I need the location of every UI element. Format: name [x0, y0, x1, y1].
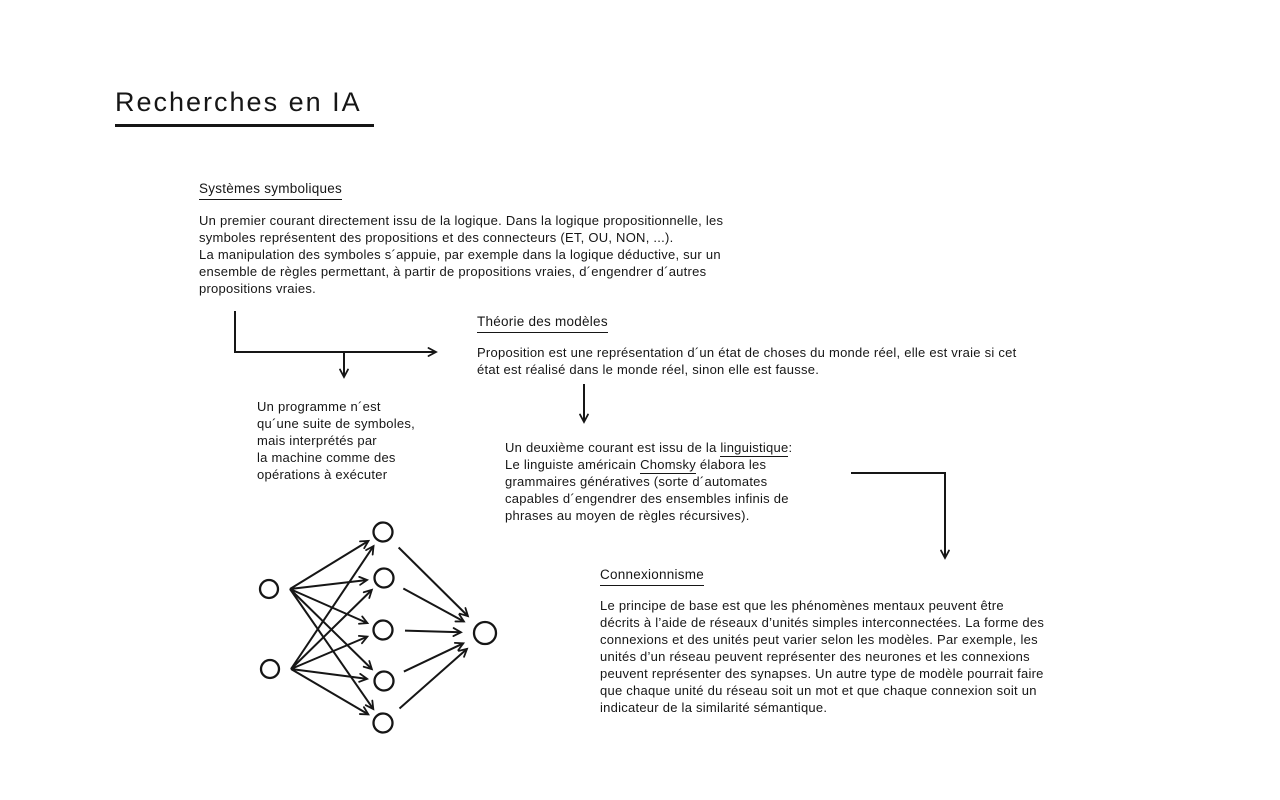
hidden-node [374, 621, 393, 640]
underlined-term: linguistique [720, 440, 789, 455]
input-node [261, 660, 279, 678]
text-line: connexions et des unités peut varier selon les modèles. Par exemple, les [600, 632, 1038, 647]
text-line: état est réalisé dans le monde réel, sinon elle est fausse. [477, 362, 820, 377]
input-node [260, 580, 278, 598]
text-span: Un deuxième courant est issu de la [505, 440, 721, 455]
text-line: La manipulation des symboles s´appuie, par exemple dans la logique déductive, sur un [199, 247, 721, 262]
text-line: symboles représentent des propositions et des connecteurs (ET, OU, NON, ...). [199, 230, 674, 245]
text-line: opérations à exécuter [257, 467, 388, 482]
section-connectionism [600, 566, 1044, 716]
text-line: Proposition est une représentation d´un état de choses du monde réel, elle est vraie si cet [477, 345, 1017, 360]
text-line: que chaque unité du réseau soit un mot et que chaque connexion soit un [600, 683, 1037, 698]
section-heading-symbolic: Systèmes symboliques [199, 180, 342, 200]
text-line: qu´une suite de symboles, [257, 416, 416, 431]
text-span: : [788, 440, 793, 455]
text-line: propositions vraies. [199, 281, 316, 296]
note-program [257, 398, 415, 483]
section-heading-connectionism: Connexionnisme [600, 566, 704, 586]
text-line: capables d´engendrer des ensembles infinis de [505, 491, 789, 506]
text-line: Un programme n´est [257, 399, 381, 414]
text-line [505, 456, 792, 473]
section-symbolic [199, 180, 723, 297]
network-edge [291, 669, 367, 679]
text-line: ensemble de règles permettant, à partir de propositions vraies, d´engendrer d´autres [199, 264, 707, 279]
text-line: Le principe de base est que les phénomènes mentaux peuvent être [600, 598, 1004, 613]
flow-arrow-linguistics-to-connectionism [851, 473, 945, 558]
section-model-theory [477, 313, 1016, 378]
network-edge [403, 589, 464, 622]
hidden-node [374, 523, 393, 542]
hidden-node [375, 672, 394, 691]
hidden-node [374, 714, 393, 733]
text-line: phrases au moyen de règles récursives). [505, 508, 750, 523]
text-span: Le linguiste américain [505, 457, 641, 472]
page-title: Recherches en IA [115, 86, 374, 127]
text-line: unités d’un réseau peuvent représenter des neurones et les connexions [600, 649, 1030, 664]
text-line: Un premier courant directement issu de la logique. Dans la logique propositionnelle, les [199, 213, 724, 228]
text-span: élabora les [696, 457, 767, 472]
section-heading-model-theory: Théorie des modèles [477, 313, 608, 333]
text-line: grammaires génératives (sorte d´automates [505, 474, 768, 489]
text-line: la machine comme des [257, 450, 396, 465]
flow-arrow-symbolic-to-model-theory [235, 311, 436, 352]
text-line: peuvent représenter des synapses. Un autre type de modèle pourrait faire [600, 666, 1044, 681]
text-line: indicateur de la similarité sémantique. [600, 700, 828, 715]
text-line: décrits à l’aide de réseaux d’unités simples interconnectées. La forme des [600, 615, 1045, 630]
note-linguistics [505, 439, 792, 524]
underlined-term: Chomsky [640, 457, 697, 472]
neural-network-diagram [260, 523, 496, 733]
hidden-node [375, 569, 394, 588]
text-line: mais interprétés par [257, 433, 377, 448]
output-node [474, 622, 496, 644]
network-edge [404, 643, 463, 671]
network-edge [291, 669, 368, 714]
text-line [505, 439, 792, 456]
network-edge [405, 631, 461, 633]
